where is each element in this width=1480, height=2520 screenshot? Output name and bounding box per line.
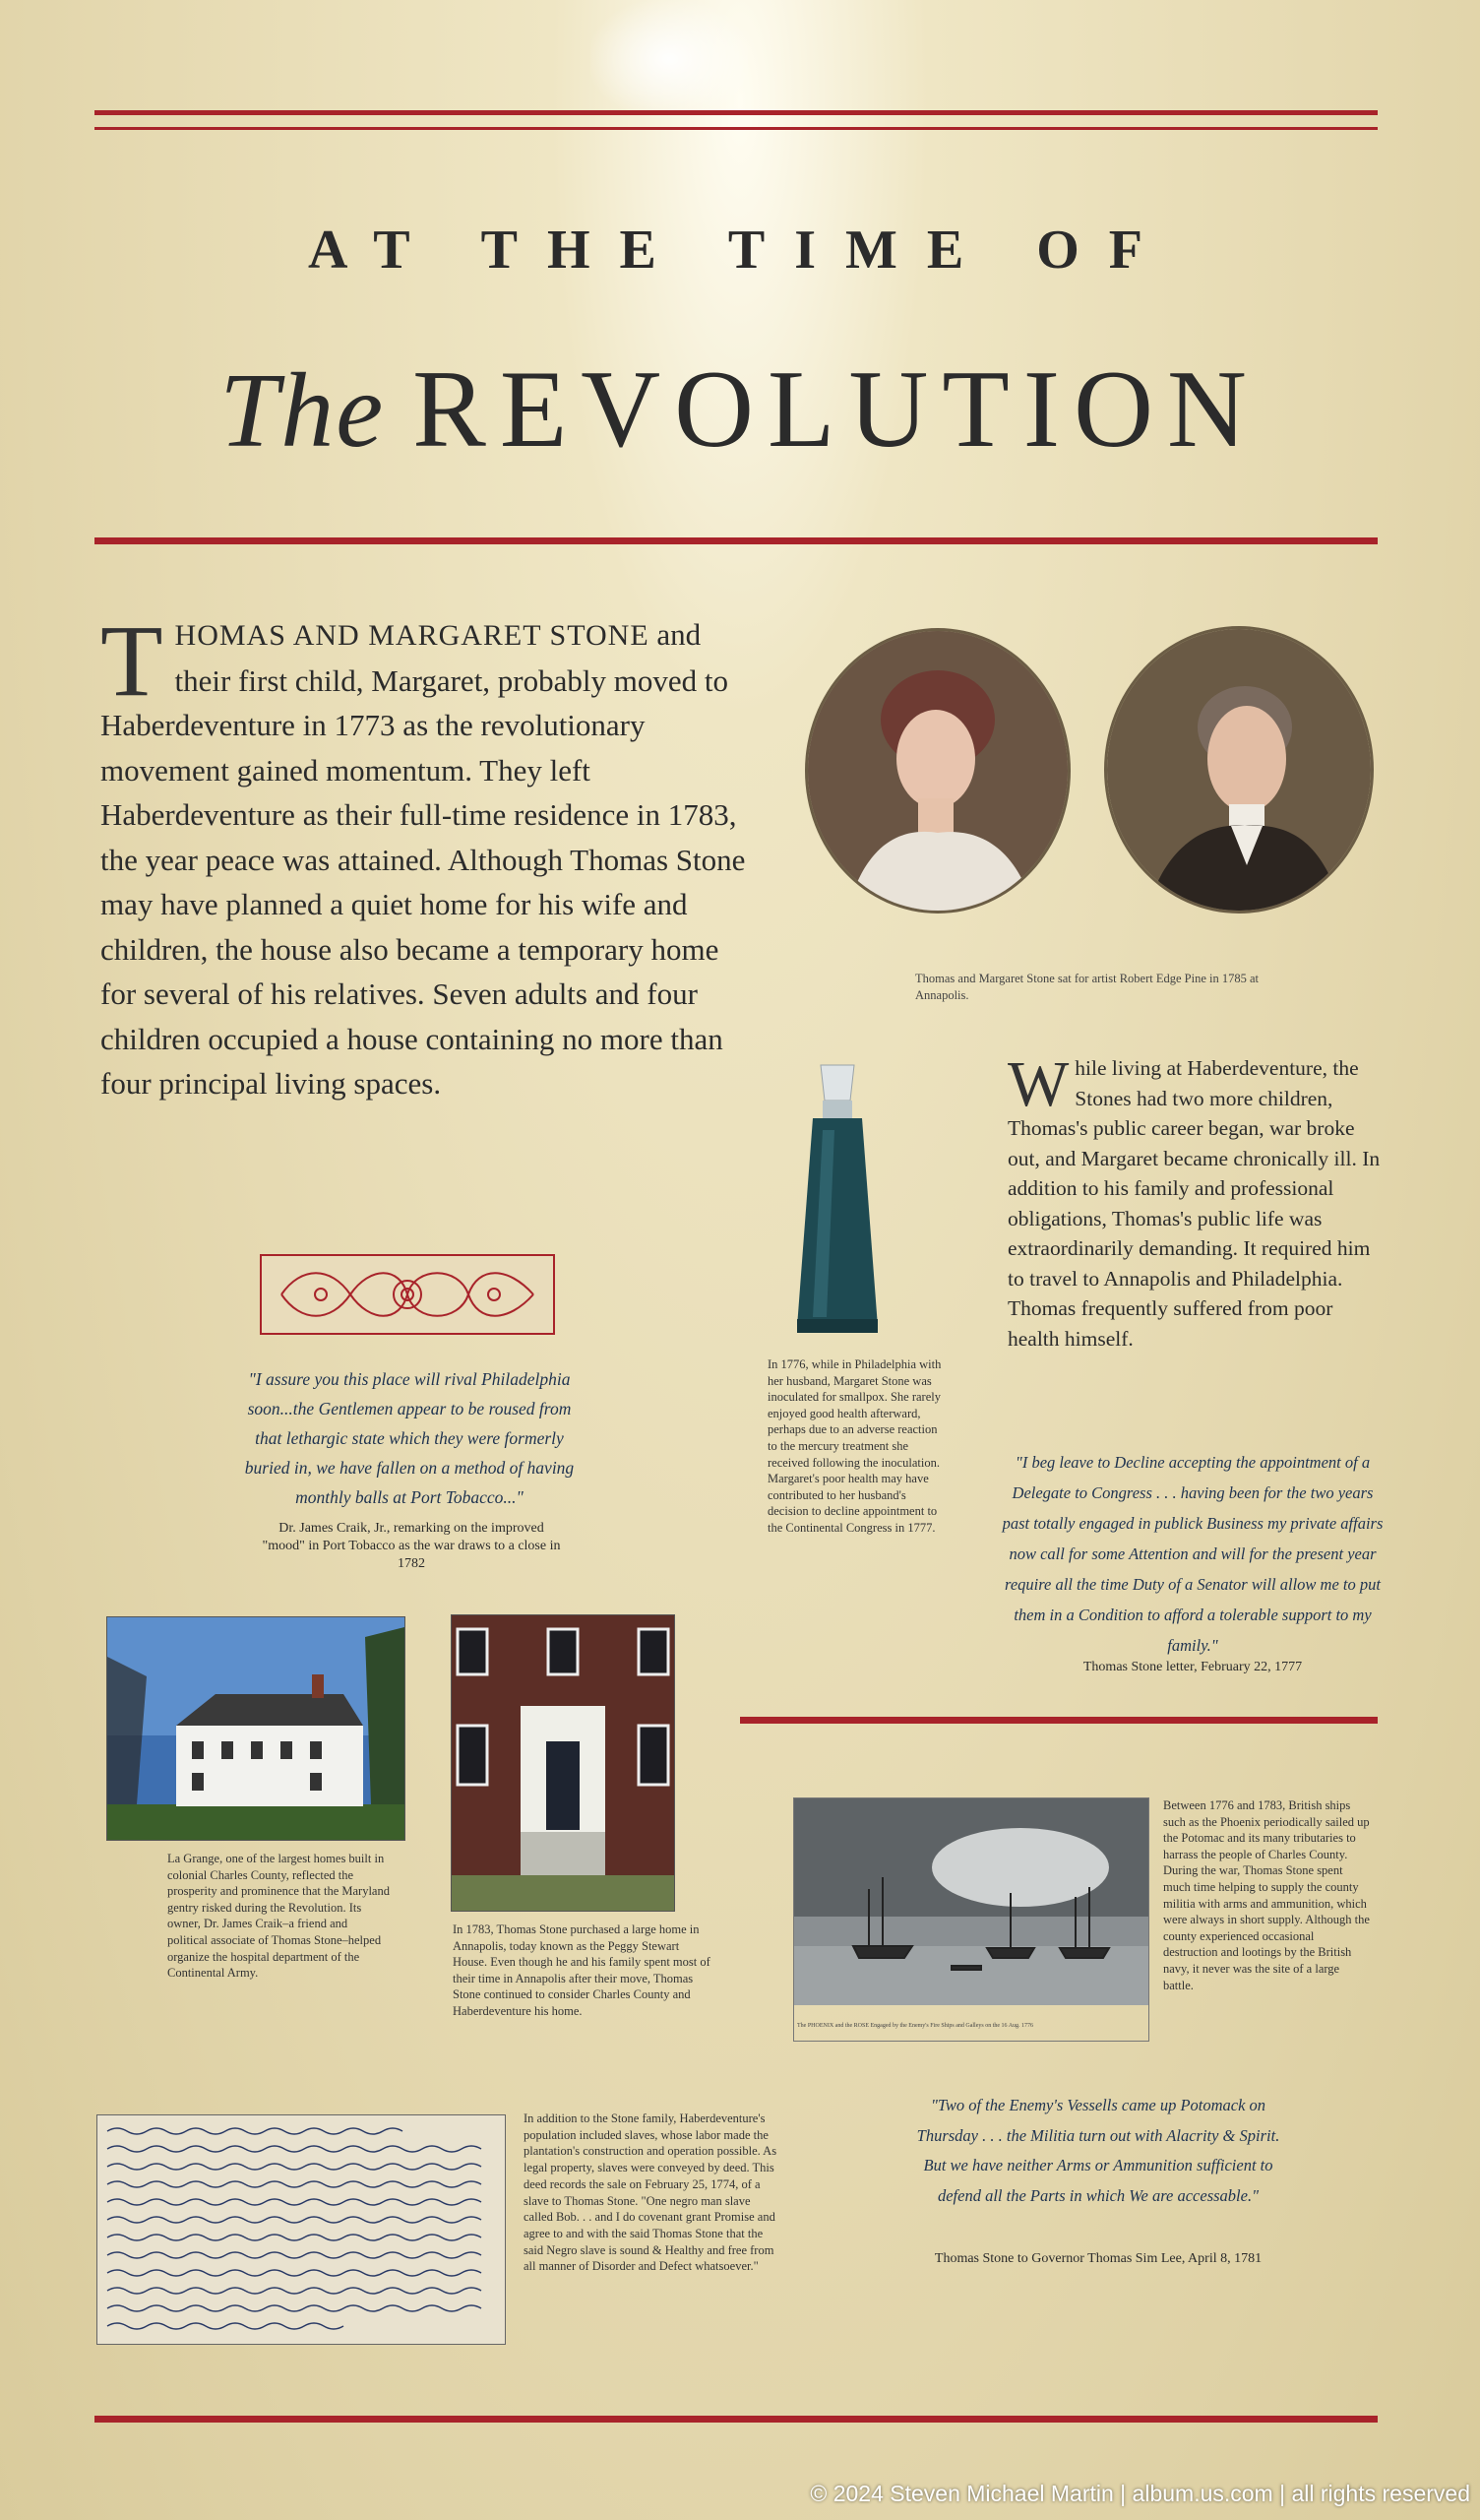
portrait-margaret [805,628,1071,914]
quote-craik: "I assure you this place will rival Philadelphia soon...the Gentlemen appear to be roused from that lethargic state which they were formerly buried in, we have fallen on a method of having monthly balls at Port Tobacco..." [244,1369,575,1507]
heading-line2 [0,346,1480,473]
header-divider [94,537,1378,544]
painting-caption: The PHOENIX and the ROSE Engaged by the Enemy's Fire Ships and Galleys on the 16 Aug. 1776 [797,2023,1034,2029]
intro-paragraph [100,604,750,1106]
intro-body: and their first child, Margaret, probably moved to Haberdeventure in 1773 as the revolutionary movement gained momentum. They left Haberdeventure as their full-time residence in 1783, the year peace was attained. Although Thomas Stone may have planned a quiet home for his wife and children, the house also became a temporary home for several of his relatives. Seven adults and four children occupied a house containing no more than four principal living spaces. [100,617,746,1101]
while-living-paragraph [1008,1048,1382,1354]
bottom-rule [94,2416,1378,2423]
la-grange-photo [106,1616,405,1841]
peggy-stewart-caption: In 1783, Thomas Stone purchased a large home in Annapolis, today known as the Peggy Stewart House. Even though he and his family spent most of their time in Annapolis after their move, Thomas Stone continued to consider Charles County and Haberdeventure his home. [453,1922,710,2018]
portrait-thomas [1104,626,1374,914]
la-grange-caption: La Grange, one of the largest homes built in colonial Charles County, reflected the prosperity and prominence that the Maryland gentry risked during the Revolution. Its owner, Dr. James Craik–a friend and political associate of Thomas Stone–helped organize the hospital department of the Continental Army. [167,1852,390,1981]
dropcap-w: W [1008,1048,1070,1120]
heading-line1: AT THE TIME OF [308,220,1172,281]
quote-lee: "Two of the Enemy's Vessells came up Potomack on Thursday . . . the Militia turn out with Alacrity & Spirit. But we have neither Arms or Ammunition sufficient to defend all the Parts in which We are accessable." [916,2096,1280,2205]
para2-body: hile living at Haberdeventure, the Stones had two more children, Thomas's public career began, war broke out, and Margaret became chronically ill. In addition to his family and professional obligations, Thomas's public life was extraordinarily demanding. It required him to travel to Annapolis and Philadelphia. Thomas frequently suffered from poor health himself. [1008,1056,1381,1351]
floral-ornament-icon [260,1254,555,1335]
light-glare [590,0,748,118]
heading-revolution: REVOLUTION [412,348,1261,471]
quote-stone-attribution: Thomas Stone letter, February 22, 1777 [1082,1660,1303,1674]
copyright-watermark: © 2024 Steven Michael Martin | album.us.com | all rights reserved [810,2481,1470,2506]
heading-the: The [219,352,386,470]
slave-deed-document-image [96,2114,506,2345]
british-ships-text: Between 1776 and 1783, British ships such as the Phoenix periodically sailed up the Potomac and its many tributaries to harrass the people of Charles County. During the war, Thomas Stone spent much time helping to supply the county militia with arms and ammunition, which were always in short supply. Although the county experienced occasional destruction and lootings by the British navy, it never was the site of a large battle. [1163,1798,1370,1992]
top-rule [94,110,1378,115]
mid-rule [740,1717,1378,1724]
medicine-bottle-image [783,1061,892,1339]
intro-smallcaps: HOMAS AND MARGARET STONE [174,619,649,652]
quote-craik-attribution: Dr. James Craik, Jr., remarking on the improved "mood" in Port Tobacco as the war draws to a close in 1782 [262,1521,561,1571]
dropcap-t: T [100,604,163,718]
portraits-caption: Thomas and Margaret Stone sat for artist Robert Edge Pine in 1785 at Annapolis. [915,972,1259,1002]
peggy-stewart-house-photo [451,1614,675,1912]
naval-battle-painting [793,1797,1149,2042]
quote-stone: "I beg leave to Decline accepting the appointment of a Delegate to Congress . . . having been for the two years past totally engaged in publick Business my private affairs now call for some Attention and will for the present year require all the time Duty of a Senator will allow me to put them in a Condition to afford a tolerable support to my family." [1002,1453,1384,1655]
bottle-caption: In 1776, while in Philadelphia with her husband, Margaret Stone was inoculated for smallpox. She rarely enjoyed good health afterward, perhaps due to an adverse reaction to the mercury treatment she received following the inoculation. Margaret's poor health may have contributed to her husband's decision to decline appointment to the Continental Congress in 1777. [768,1357,942,1535]
top-rule-thin [94,127,1378,130]
quote-lee-attribution: Thomas Stone to Governor Thomas Sim Lee, April 8, 1781 [934,2251,1263,2266]
deed-description: In addition to the Stone family, Haberdeventure's population included slaves, whose labor made the plantation's construction and operation possible. As legal property, slaves were conveyed by deed. This deed records the sale on February 25, 1774, of a slave to Thomas Stone. "One negro man slave called Bob. . . and I do covenant grant Promise and agree to and with the said Thomas Stone that the said Negro slave is sound & Healthy and free from all manner of Disorder and Defect whatsoever." [524,2111,777,2274]
